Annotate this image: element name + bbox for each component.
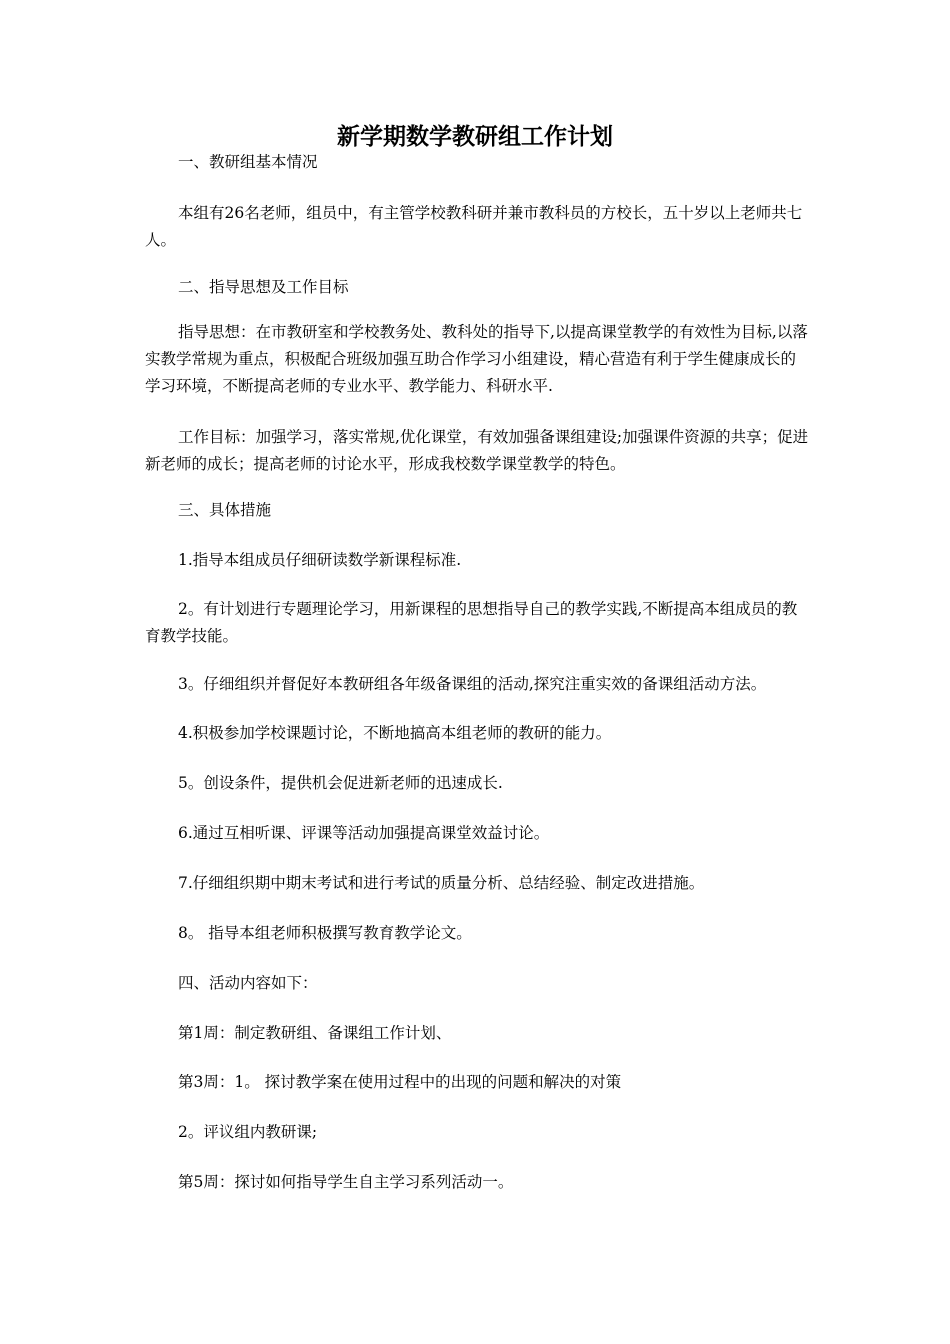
section-heading-measures: 三、具体措施	[178, 501, 272, 519]
measure-item: 2。有计划进行专题理论学习，用新课程的思想指导自己的教学实践,不断提高本组成员的教育教学技能。	[145, 600, 798, 645]
activity-item: 第1周：制定教研组、备课组工作计划、	[178, 1024, 452, 1042]
paragraph-guiding-thought: 指导思想：在市教研室和学校教务处、教科处的指导下,以提高课堂教学的有效性为目标,以落实教学常规为重点，积极配合班级加强互助合作学习小组建设，精心营造有利于学生健康成长的学习环境，不断提高老师的专业水平、教学能力、科研水平.	[145, 323, 808, 395]
measure-item: 7.仔细组织期中期末考试和进行考试的质量分析、总结经验、制定改进措施。	[178, 874, 705, 892]
activity-item: 第3周：1。 探讨教学案在使用过程中的出现的问题和解决的对策	[178, 1073, 622, 1091]
measure-item: 4.积极参加学校课题讨论，不断地搞高本组老师的教研的能力。	[178, 724, 612, 742]
measure-item: 3。仔细组织并督促好本教研组各年级备课组的活动,探究注重实效的备课组活动方法。	[178, 675, 767, 693]
measure-item: 1.指导本组成员仔细研读数学新课程标准.	[178, 551, 462, 569]
measure-item: 6.通过互相听课、评课等活动加强提高课堂效益讨论。	[178, 824, 550, 842]
section-heading-guiding: 二、指导思想及工作目标	[178, 278, 349, 296]
measure-item: 5。创设条件，提供机会促进新老师的迅速成长.	[178, 774, 503, 792]
activity-item: 第5周：探讨如何指导学生自主学习系列活动一。	[178, 1173, 514, 1191]
paragraph-work-goal: 工作目标：加强学习，落实常规,优化课堂，有效加强备课组建设;加强课件资源的共享；促进新老师的成长；提高老师的讨论水平，形成我校数学课堂教学的特色。	[145, 428, 809, 473]
activity-item: 2。评议组内教研课;	[178, 1123, 318, 1141]
section-heading-activities: 四、活动内容如下：	[178, 974, 318, 992]
measure-item: 8。 指导本组老师积极撰写教育教学论文。	[178, 924, 472, 942]
document-title: 新学期数学教研组工作计划	[337, 123, 613, 150]
paragraph-basic-info: 本组有26名老师，组员中，有主管学校教科研并兼市教科员的方校长，五十岁以上老师共七人。	[145, 204, 803, 249]
section-heading-basic-info: 一、教研组基本情况	[178, 153, 318, 171]
